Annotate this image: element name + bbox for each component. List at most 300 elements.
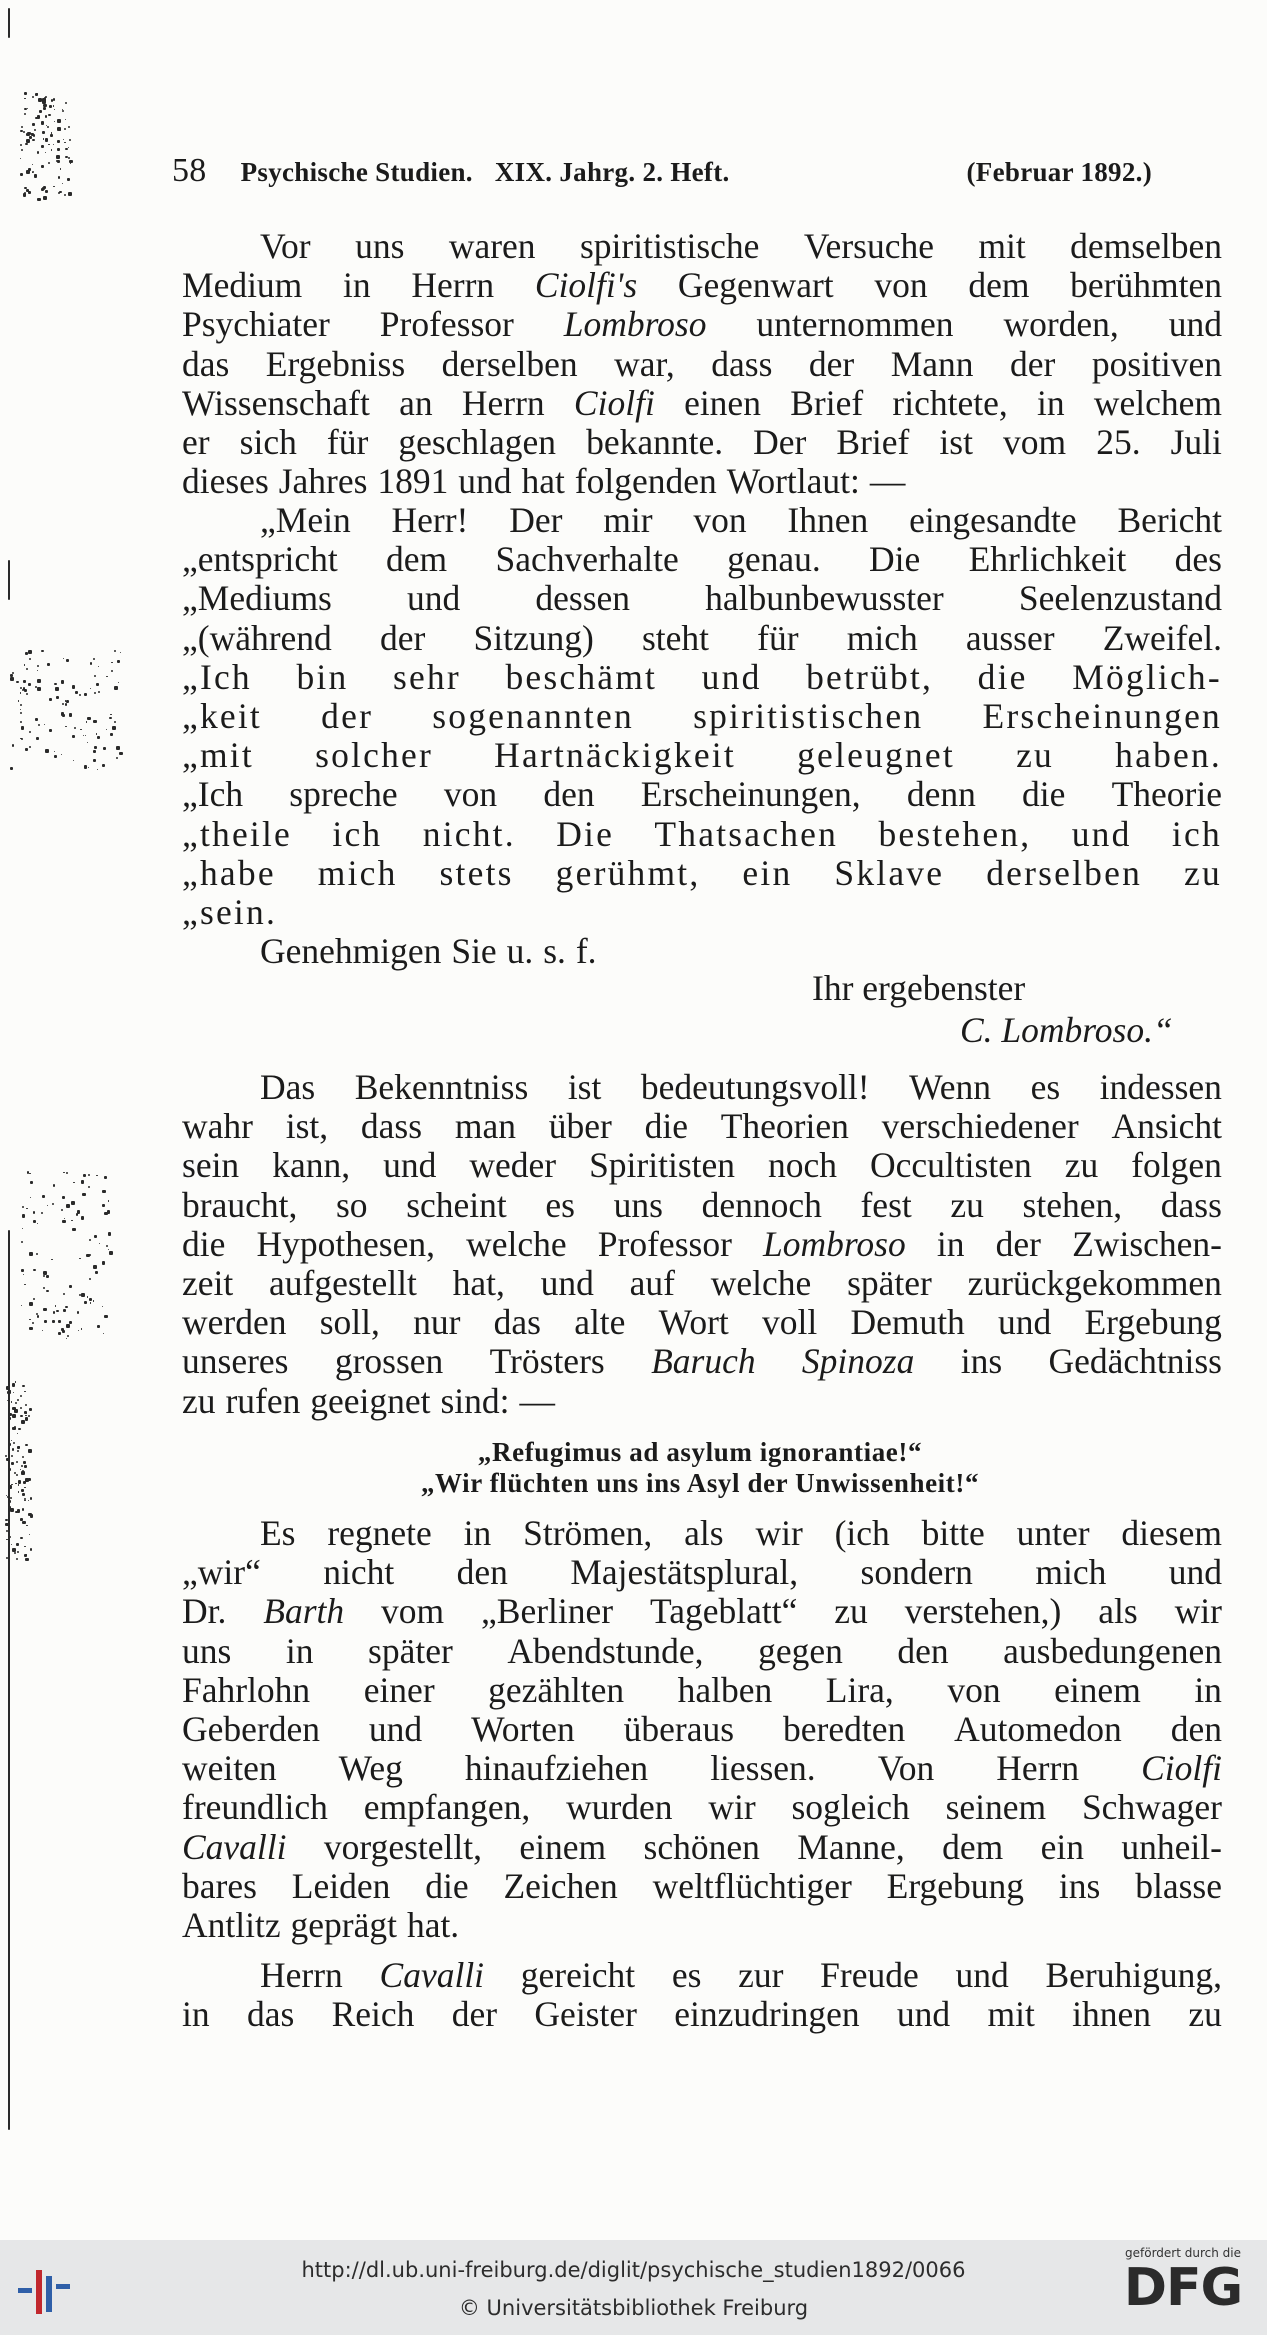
scan-speck xyxy=(88,1174,90,1176)
scan-speck xyxy=(103,1333,104,1334)
scan-speck xyxy=(73,1182,75,1184)
word: Erscheinungen xyxy=(982,695,1222,736)
source-url-link[interactable]: http://dl.ub.uni-freiburg.de/diglit/psychische_studien1892/0066 xyxy=(301,2258,966,2282)
word: nicht xyxy=(323,1552,395,1593)
word: Möglich- xyxy=(1072,656,1222,697)
word: einen xyxy=(684,382,761,423)
word: Von xyxy=(877,1748,935,1789)
word: das xyxy=(246,1994,295,2035)
word: von xyxy=(947,1669,1001,1710)
word: vorgestellt, xyxy=(323,1826,483,1867)
word: Bekenntniss xyxy=(354,1067,529,1107)
letter-line xyxy=(182,775,1222,814)
scan-speck xyxy=(86,1254,90,1258)
italic-name: Lombroso xyxy=(563,304,707,345)
scan-speck xyxy=(14,1426,16,1428)
word: Antlitz xyxy=(182,1904,281,1945)
quote-latin: „Refugimus ad asylum ignorantiae!“ xyxy=(477,1437,923,1467)
scan-speck xyxy=(25,652,28,655)
scan-speck xyxy=(58,1320,61,1323)
scan-speck xyxy=(37,198,40,201)
word: der xyxy=(451,1994,498,2035)
scan-speck xyxy=(43,107,45,109)
word: spiritistischen xyxy=(693,695,924,736)
word: (ich xyxy=(834,1513,890,1553)
word: dass xyxy=(1160,1184,1222,1225)
scan-speck xyxy=(21,1471,25,1475)
scan-speck xyxy=(118,682,119,683)
word: Lira, xyxy=(825,1669,894,1710)
word: Dr. xyxy=(182,1591,227,1632)
word: aufgestellt xyxy=(269,1262,417,1303)
word: das xyxy=(493,1302,541,1343)
scan-speck xyxy=(93,759,96,762)
word: in xyxy=(1194,1669,1222,1710)
scan-speck xyxy=(54,751,55,752)
word: und xyxy=(1168,1552,1222,1593)
scan-speck xyxy=(119,752,122,755)
scan-speck xyxy=(24,113,25,114)
scan-speck xyxy=(25,748,28,751)
word: Wortlaut: xyxy=(726,461,860,502)
scan-speck xyxy=(89,1239,92,1242)
word: uns xyxy=(182,1630,232,1671)
scan-speck xyxy=(53,144,54,145)
scan-speck xyxy=(55,1305,57,1307)
scan-speck xyxy=(88,1186,90,1188)
scan-speck xyxy=(20,692,21,693)
word: auf xyxy=(629,1262,676,1303)
scan-speck xyxy=(77,1210,80,1213)
letter-line xyxy=(182,579,1222,618)
scan-speck xyxy=(93,1265,97,1269)
scan-speck xyxy=(72,685,75,688)
scan-speck xyxy=(71,1201,75,1205)
scan-speck xyxy=(16,1461,18,1463)
lombroso-letter xyxy=(182,501,1222,971)
scan-speck xyxy=(32,139,35,142)
scan-speck xyxy=(51,149,52,150)
word: dem xyxy=(386,539,448,580)
scan-speck xyxy=(106,676,107,677)
word: weder xyxy=(469,1145,557,1186)
scan-speck xyxy=(110,733,114,737)
word: Zwischen- xyxy=(1072,1223,1222,1264)
scan-speck xyxy=(43,196,47,200)
italic-name: Lombroso xyxy=(763,1223,906,1264)
scan-speck xyxy=(41,145,44,148)
word: rufen xyxy=(225,1380,301,1421)
word: Trösters xyxy=(489,1341,605,1382)
word: Die xyxy=(556,813,615,854)
scan-speck xyxy=(21,738,23,740)
scan-speck xyxy=(56,155,60,159)
word: es xyxy=(1030,1067,1061,1107)
scan-speck xyxy=(87,1296,89,1298)
viewer-footer xyxy=(0,2240,1267,2335)
letter-line xyxy=(182,893,1222,932)
scan-speck xyxy=(112,726,116,730)
word: später xyxy=(368,1630,453,1671)
word: Manne, xyxy=(797,1826,905,1867)
word: betrübt, xyxy=(806,656,934,697)
word: die xyxy=(977,656,1028,697)
scan-speck xyxy=(32,123,35,126)
scan-speck xyxy=(48,144,50,146)
scan-speck xyxy=(111,662,113,664)
word: f. xyxy=(575,931,597,972)
word: Herrn xyxy=(996,1748,1080,1789)
word: weltflüchtiger xyxy=(652,1865,852,1906)
text-line xyxy=(182,1788,1222,1827)
scan-speck xyxy=(11,1455,13,1457)
word: es xyxy=(545,1184,575,1225)
scan-speck xyxy=(30,1497,33,1500)
scan-speck xyxy=(24,98,26,100)
scan-speck xyxy=(29,1327,33,1331)
word: ausbedungenen xyxy=(1003,1630,1222,1671)
scan-speck xyxy=(10,677,14,681)
word: vom xyxy=(1003,421,1067,462)
word: voll xyxy=(761,1302,818,1343)
scan-speck xyxy=(25,1404,27,1406)
word: Automedon xyxy=(954,1708,1122,1749)
scan-speck xyxy=(17,1399,19,1401)
scan-speck xyxy=(24,192,26,194)
word: sogleich xyxy=(791,1787,910,1828)
word: des xyxy=(1174,539,1222,580)
italic-name: Cavalli xyxy=(379,1955,485,1995)
word: Sklave xyxy=(834,852,945,893)
scan-speck xyxy=(16,1558,17,1559)
scan-speck xyxy=(24,1546,25,1547)
word: Ehrlichkeit xyxy=(968,539,1127,580)
word: Bericht xyxy=(1117,500,1222,540)
scan-speck xyxy=(24,1487,25,1488)
scan-speck xyxy=(58,1332,61,1335)
word: denn xyxy=(906,774,976,815)
scan-speck xyxy=(95,1271,98,1274)
word: bedeutungsvoll! xyxy=(640,1067,870,1107)
scan-speck xyxy=(53,1311,56,1314)
word: schönen xyxy=(643,1826,760,1867)
text-line xyxy=(182,1592,1222,1631)
text-line xyxy=(182,1107,1222,1146)
word: von xyxy=(874,265,928,306)
scan-speck xyxy=(108,1249,109,1250)
word: wahr xyxy=(182,1106,253,1147)
scan-speck xyxy=(47,1205,48,1206)
scan-speck xyxy=(64,128,66,130)
word: den xyxy=(543,774,595,815)
scan-speck xyxy=(43,1271,47,1275)
scan-speck xyxy=(21,126,23,128)
scan-speck xyxy=(99,1243,100,1244)
word: verstehen,) xyxy=(904,1591,1062,1632)
scan-speck xyxy=(26,693,28,695)
scan-speck xyxy=(84,693,87,696)
scan-speck xyxy=(49,698,52,701)
scan-speck xyxy=(81,1293,85,1297)
scan-speck xyxy=(69,1285,72,1288)
scan-speck xyxy=(27,132,31,136)
scan-speck xyxy=(65,1306,67,1308)
scan-speck xyxy=(32,164,33,165)
scan-speck xyxy=(35,718,38,721)
scan-speck xyxy=(79,1258,81,1260)
word: regnete xyxy=(327,1513,432,1553)
text-line xyxy=(182,1225,1222,1264)
scan-speck xyxy=(58,192,60,194)
scan-speck xyxy=(20,144,22,146)
word: „Mediums xyxy=(182,578,332,619)
scan-speck xyxy=(20,1537,22,1539)
text-line xyxy=(182,1146,1222,1185)
scan-speck xyxy=(109,1251,113,1255)
scan-speck xyxy=(83,1174,87,1178)
scan-speck xyxy=(69,1321,71,1323)
word: sich xyxy=(239,421,297,462)
scan-speck xyxy=(96,1175,97,1176)
scan-speck xyxy=(45,749,49,753)
quote-german: „Wir flüchten uns ins Asyl der Unwissenheit!“ xyxy=(420,1468,980,1498)
word: verschiedener xyxy=(881,1106,1079,1147)
scan-speck xyxy=(88,767,89,768)
word: halbunbewusster xyxy=(705,578,944,619)
word: ins xyxy=(960,1341,1003,1382)
scan-speck xyxy=(61,1328,64,1331)
journal-title: Psychische Studien. xyxy=(240,157,473,187)
word: alte xyxy=(574,1302,626,1343)
scan-speck xyxy=(15,1483,17,1485)
word: in xyxy=(936,1223,965,1264)
word: worden, xyxy=(1003,304,1119,345)
text-line xyxy=(182,1956,1222,1995)
word: Gedächtniss xyxy=(1048,1341,1222,1382)
scan-speck xyxy=(21,1465,23,1467)
word: Wort xyxy=(658,1302,729,1343)
scan-speck xyxy=(52,1320,55,1323)
text-line xyxy=(182,345,1222,384)
word: und xyxy=(1071,813,1132,854)
word: fest xyxy=(860,1184,912,1225)
scan-speck xyxy=(29,1534,30,1535)
scan-speck xyxy=(24,664,26,666)
scan-speck xyxy=(21,1241,24,1244)
word: solcher xyxy=(315,735,433,776)
scan-speck xyxy=(22,1385,24,1387)
scan-speck xyxy=(65,148,67,150)
scan-speck xyxy=(96,733,98,735)
scan-speck xyxy=(24,1391,25,1392)
word: Theorien xyxy=(720,1106,849,1147)
word: den xyxy=(1170,1708,1222,1749)
word: dem xyxy=(942,1826,1004,1867)
word: zur xyxy=(738,1955,784,1995)
word: uns xyxy=(355,226,405,266)
scan-edge-line xyxy=(8,8,10,38)
word: Sie xyxy=(451,931,497,972)
letter-line xyxy=(182,854,1222,893)
scan-speck xyxy=(21,1420,25,1424)
scan-speck xyxy=(23,1461,26,1464)
scan-speck xyxy=(18,1480,21,1483)
scan-speck xyxy=(114,686,118,690)
word: der xyxy=(995,1223,1041,1264)
scan-speck xyxy=(46,1290,49,1293)
word: und xyxy=(540,1262,594,1303)
scan-speck xyxy=(25,1417,29,1421)
scan-speck xyxy=(42,98,46,102)
scan-speck xyxy=(93,1300,95,1302)
word: Theorie xyxy=(1111,774,1222,815)
word: werden xyxy=(182,1302,287,1343)
scan-speck xyxy=(110,714,112,716)
scan-speck xyxy=(90,1302,91,1303)
scan-speck xyxy=(57,148,60,151)
scan-speck xyxy=(15,1381,17,1383)
scan-speck xyxy=(33,1211,36,1214)
scan-speck xyxy=(45,115,48,118)
scan-speck xyxy=(77,1311,80,1314)
word: und xyxy=(407,578,461,619)
word: spiritistische xyxy=(579,226,760,266)
word: er xyxy=(182,421,210,462)
scan-speck xyxy=(97,1325,100,1328)
word: zu xyxy=(1188,1994,1222,2035)
word: ich xyxy=(1171,813,1222,854)
word: zu xyxy=(1184,852,1222,893)
scan-speck xyxy=(102,1204,106,1208)
scan-speck xyxy=(66,1172,68,1174)
letter-line xyxy=(182,815,1222,854)
scan-speck xyxy=(44,1320,47,1323)
word: Die xyxy=(869,539,921,580)
word: braucht, xyxy=(182,1184,298,1225)
word: derselben xyxy=(441,343,578,384)
scan-speck xyxy=(65,102,67,104)
scan-speck xyxy=(26,1525,27,1526)
word: in xyxy=(343,265,371,306)
italic-name: Baruch xyxy=(651,1341,756,1382)
word: welche xyxy=(466,1223,567,1264)
word: gerühmt, xyxy=(555,852,701,893)
scan-speck xyxy=(30,1181,33,1184)
word: bin xyxy=(296,656,349,697)
word: Brief xyxy=(836,421,910,462)
letter-line xyxy=(182,932,1222,971)
word: dennoch xyxy=(701,1184,822,1225)
word: zu xyxy=(950,1184,984,1225)
scan-speck xyxy=(39,110,42,113)
scan-speck xyxy=(57,160,60,163)
scan-speck xyxy=(63,658,64,659)
scan-speck xyxy=(43,1275,44,1276)
word: geeignet xyxy=(310,1380,431,1421)
scan-speck xyxy=(22,1206,24,1208)
scan-speck xyxy=(94,692,96,694)
scan-speck xyxy=(45,138,49,142)
word: welche xyxy=(710,1262,812,1303)
scan-speck xyxy=(67,1335,69,1337)
letter-line xyxy=(182,540,1222,579)
scan-speck xyxy=(23,193,27,197)
word: sehr xyxy=(392,656,461,697)
word: mich xyxy=(1035,1552,1107,1593)
scan-speck xyxy=(94,746,97,749)
scan-speck xyxy=(48,114,51,117)
word: Zweifel. xyxy=(1102,617,1222,658)
scan-speck xyxy=(12,1448,15,1451)
scan-speck xyxy=(24,1500,25,1501)
scan-speck xyxy=(98,691,100,693)
word: in xyxy=(285,1630,314,1671)
word: Gegenwart xyxy=(677,265,834,306)
word: folgenden xyxy=(574,461,717,502)
word: Schwager xyxy=(1081,1787,1222,1828)
word: „keit xyxy=(182,695,262,736)
scan-speck xyxy=(51,132,52,133)
word: der xyxy=(321,695,374,736)
word: zeit xyxy=(182,1262,234,1303)
text-line xyxy=(182,1342,1222,1381)
scan-edge-line xyxy=(8,560,10,600)
scan-speck xyxy=(43,1308,46,1311)
scan-speck xyxy=(11,1462,14,1465)
scan-speck xyxy=(23,680,25,682)
scan-speck xyxy=(11,1401,13,1403)
scan-speck xyxy=(61,754,62,755)
scan-speck xyxy=(20,721,22,723)
word: geleugnet xyxy=(797,735,955,776)
scan-speck xyxy=(68,126,70,128)
paragraph-1 xyxy=(182,227,1222,501)
letter-line xyxy=(182,658,1222,697)
letter-signature: C. Lombroso.“ xyxy=(960,1010,1173,1050)
word: Geister xyxy=(534,1994,637,2035)
word: zu xyxy=(834,1591,868,1632)
scan-speck xyxy=(30,1197,31,1198)
italic-name: Ciolfi xyxy=(1141,1748,1222,1789)
scan-speck xyxy=(60,168,62,170)
scan-speck xyxy=(29,731,31,733)
scan-speck xyxy=(33,1298,35,1300)
scan-speck xyxy=(22,1228,23,1229)
scan-speck xyxy=(20,704,22,706)
issue-date: (Februar 1892.) xyxy=(966,157,1152,187)
scan-speck xyxy=(30,1548,33,1551)
scan-speck xyxy=(20,709,21,710)
word: ausser xyxy=(965,617,1055,658)
word: es xyxy=(671,1955,702,1995)
word: mich xyxy=(846,617,918,658)
scan-speck xyxy=(42,1195,44,1197)
word: wir xyxy=(1174,1591,1222,1632)
word: Leiden xyxy=(291,1865,391,1906)
word: sogenannten xyxy=(432,695,634,736)
scan-speck xyxy=(33,134,36,137)
text-line xyxy=(182,1995,1222,2034)
word: zu xyxy=(1016,735,1054,776)
scan-speck xyxy=(42,1330,43,1331)
scan-speck xyxy=(46,1275,49,1278)
paragraph-2 xyxy=(182,1068,1222,1421)
word: welchem xyxy=(1093,382,1222,423)
scan-speck xyxy=(17,1450,19,1452)
italic-name: Ciolfi's xyxy=(534,265,638,306)
word: 25. xyxy=(1096,421,1141,462)
text-line xyxy=(182,1382,1222,1421)
